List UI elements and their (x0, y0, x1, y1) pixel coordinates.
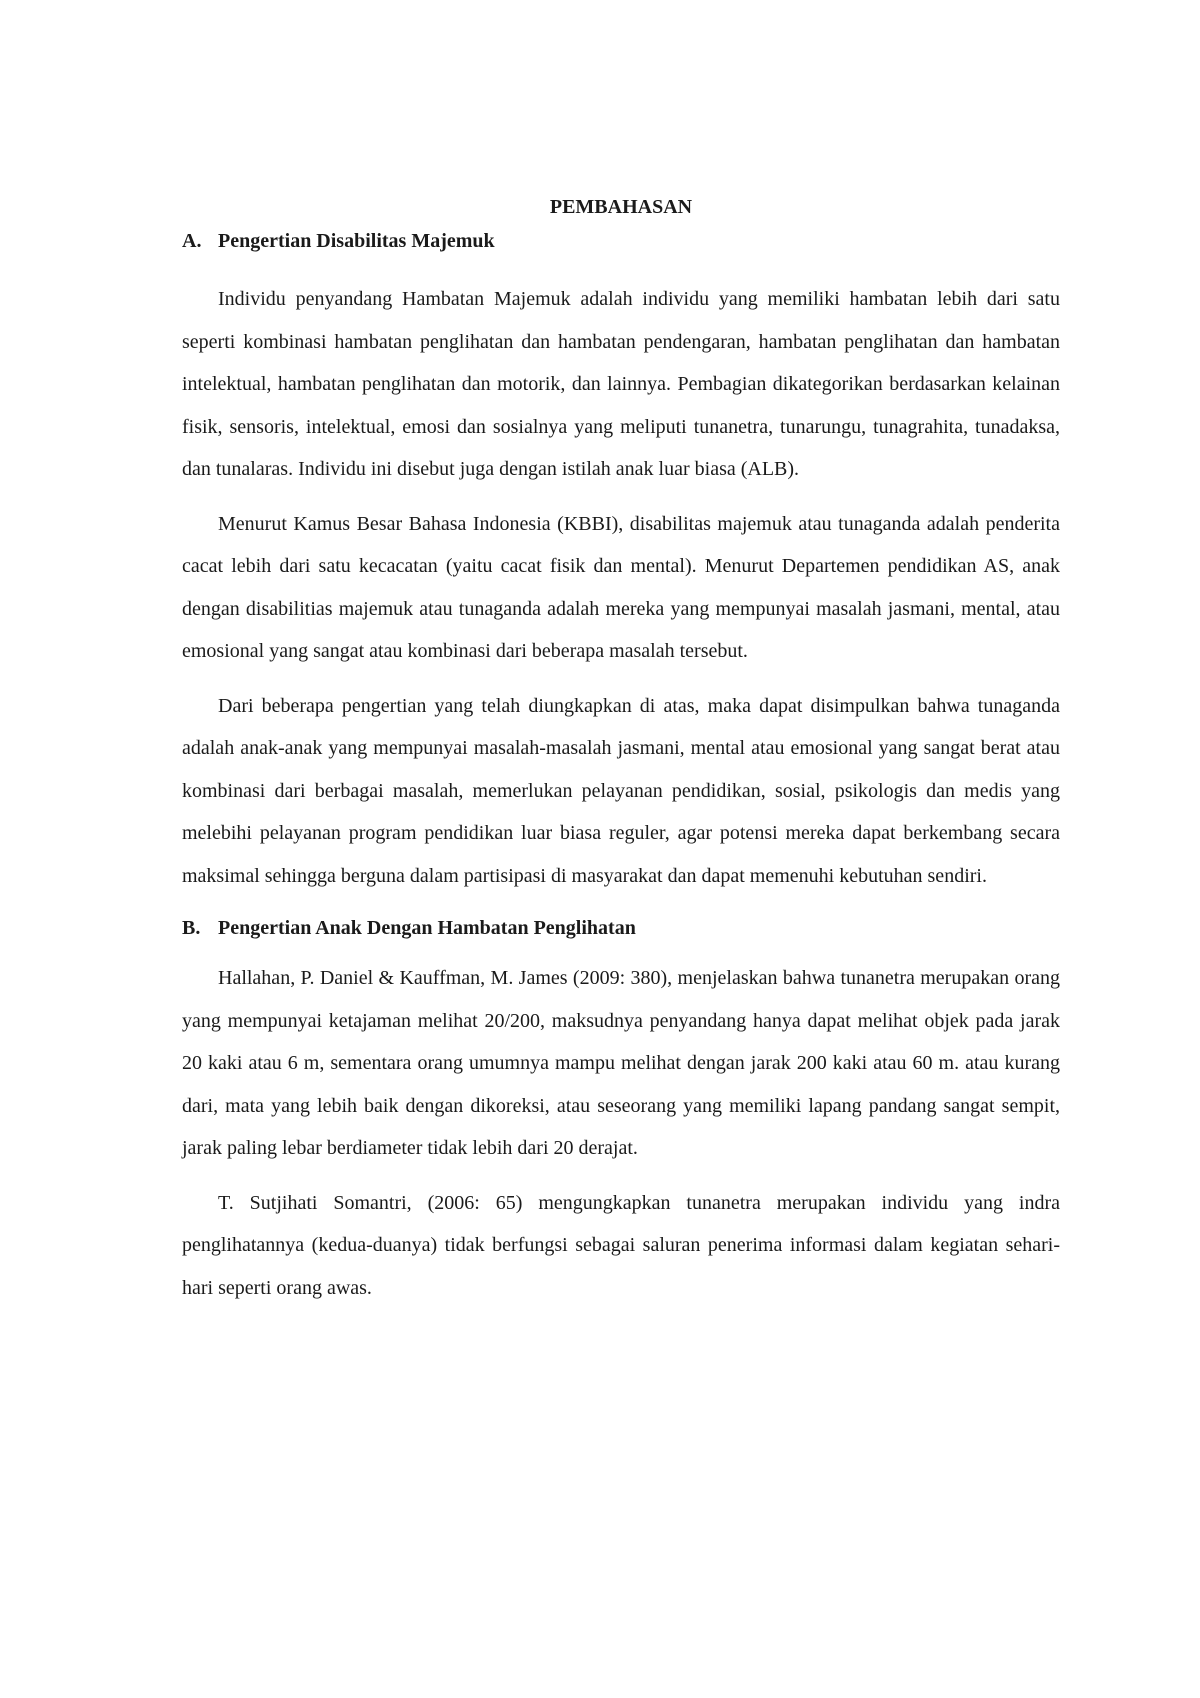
section-letter: B. (182, 917, 201, 939)
paragraph: T. Sutjihati Somantri, (2006: 65) mengungkapkan tunanetra merupakan individu yang indra penglihatannya (kedua-duanya) tidak berfungsi sebagai saluran penerima informasi dalam kegiatan sehari-hari seperti orang awas. (182, 1191, 1060, 1299)
section-heading-text: Pengertian Disabilitas Majemuk (218, 230, 495, 252)
section-heading-text: Pengertian Anak Dengan Hambatan Penglihatan (218, 917, 636, 939)
section-letter: A. (182, 230, 202, 252)
section-heading-b (182, 911, 1060, 945)
section-heading-a (182, 224, 1060, 258)
document-body (182, 190, 1060, 1309)
paragraph: Dari beberapa pengertian yang telah diungkapkan di atas, maka dapat disimpulkan bahwa tunaganda adalah anak-anak yang mempunyai masalah-masalah jasmani, mental atau emosional yang sangat berat atau kombinasi dari berbagai masalah, memerlukan pelayanan pendidikan, sosial, psikologis dan medis yang melebihi pelayanan program pendidikan luar biasa reguler, agar potensi mereka dapat berkembang secara maksimal sehingga berguna dalam partisipasi di masyarakat dan dapat memenuhi kebutuhan sendiri. (182, 694, 1060, 887)
page-title: PEMBAHASAN (549, 196, 693, 218)
paragraph: Hallahan, P. Daniel & Kauffman, M. James (2009: 380), menjelaskan bahwa tunanetra merupakan orang yang mempunyai ketajaman melihat 20/200, maksudnya penyandang hanya dapat melihat objek pada jarak 20 kaki atau 6 m, sementara orang umumnya mampu melihat dengan jarak 200 kaki atau 60 m. atau kurang dari, mata yang lebih baik dengan dikoreksi, atau seseorang yang memiliki lapang pandang sangat sempit, jarak paling lebar berdiameter tidak lebih dari 20 derajat. (182, 967, 1060, 1159)
paragraph: Menurut Kamus Besar Bahasa Indonesia (KBBI), disabilitas majemuk atau tunaganda adalah penderita cacat lebih dari satu kecacatan (yaitu cacat fisik dan mental). Menurut Departemen pendidikan AS, anak dengan disabilitias majemuk atau tunaganda adalah mereka yang mempunyai masalah jasmani, mental, atau emosional yang sangat atau kombinasi dari beberapa masalah tersebut. (182, 512, 1060, 662)
paragraph: Individu penyandang Hambatan Majemuk adalah individu yang memiliki hambatan lebih dari satu seperti kombinasi hambatan penglihatan dan hambatan pendengaran, hambatan penglihatan dan hambatan intelektual, hambatan penglihatan dan motorik, dan lainnya. Pembagian dikategorikan berdasarkan kelainan fisik, sensoris, intelektual, emosi dan sosialnya yang meliputi tunanetra, tunarungu, tunagrahita, tunadaksa, dan tunalaras. Individu ini disebut juga dengan istilah anak luar biasa (ALB). (182, 288, 1060, 480)
